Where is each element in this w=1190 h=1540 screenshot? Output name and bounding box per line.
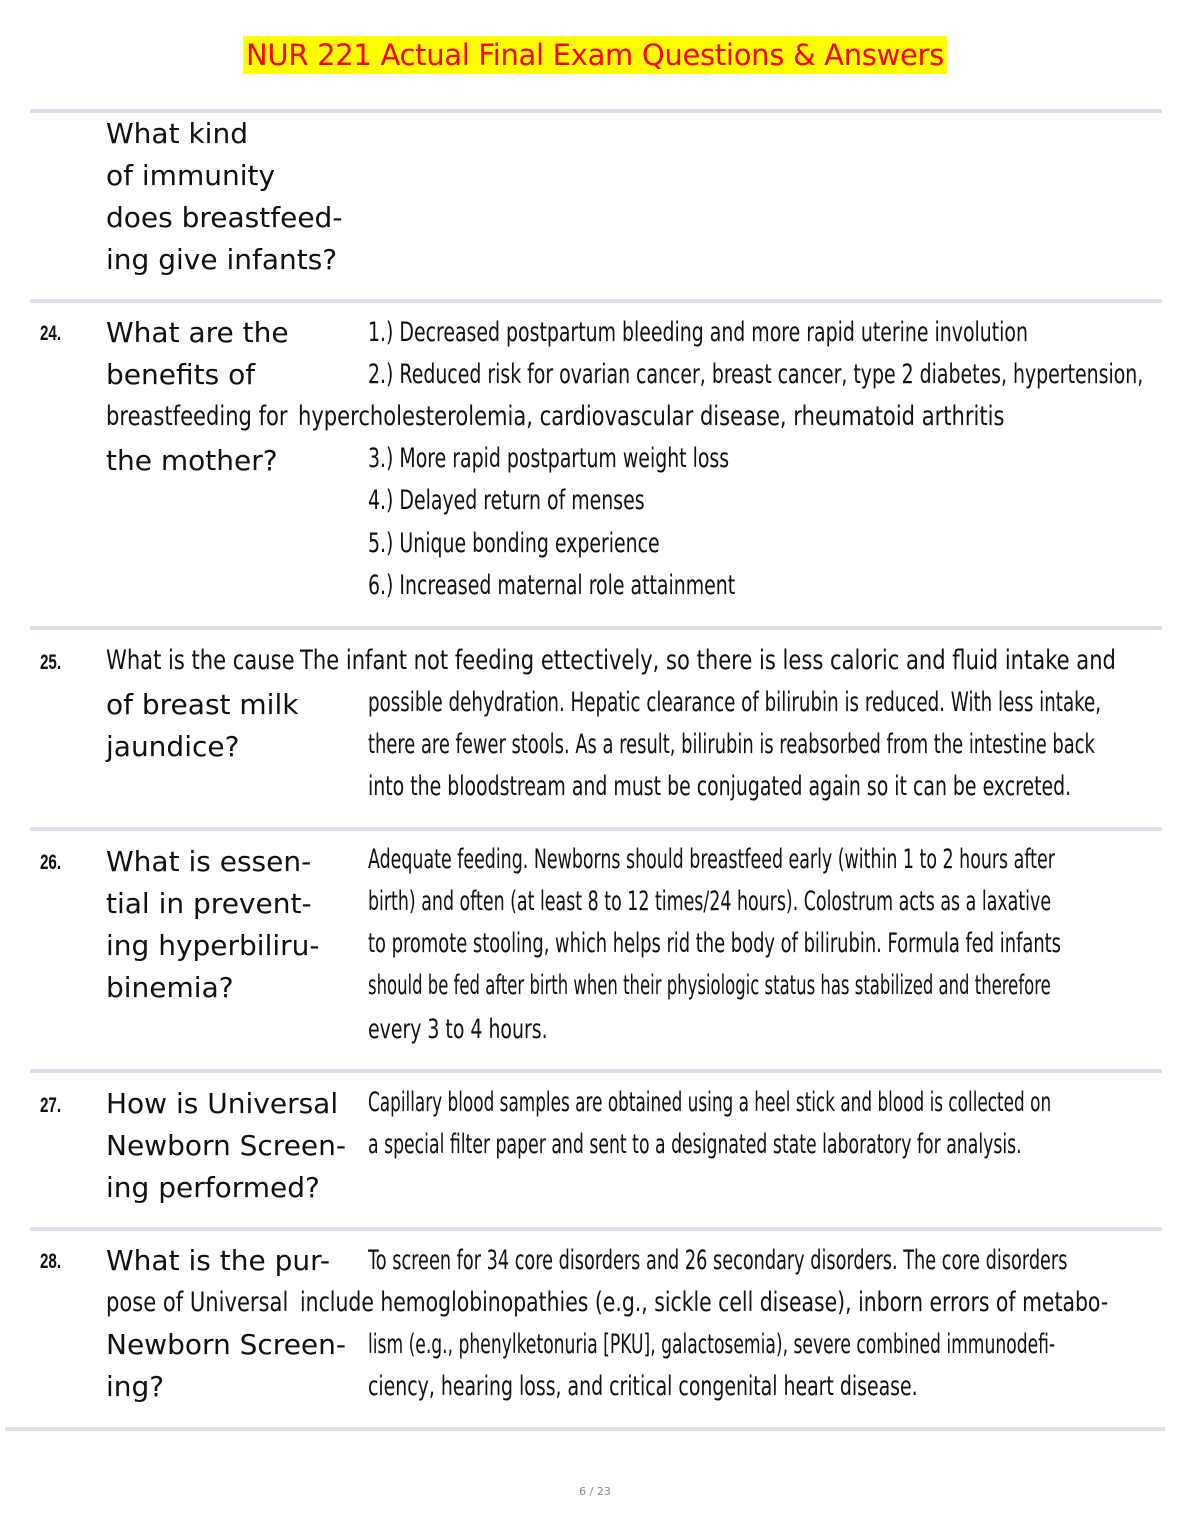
page-number: 6 / 23 [579,1485,611,1498]
answer-line: hypercholesterolemia, cardiovascular disease, rheumatoid arthritis [298,401,1005,432]
question-line: pose of Universal [106,1287,289,1318]
question-line: the mother? [106,444,278,477]
question-number: 24. [40,322,62,345]
answer-line: ciency, hearing loss, and critical congenital heart disease. [368,1371,918,1402]
divider [30,299,1162,303]
divider [30,1227,1162,1231]
answer-line: 6.) Increased maternal role attainment [368,570,736,601]
question-line: What is the cause [106,645,295,676]
question-line: What kind [106,117,248,150]
question-number: 25. [40,651,62,674]
question-line: breastfeeding for [106,401,288,432]
question-line: of immunity [106,159,276,192]
question-line: ing give infants? [106,243,338,276]
answer-line: lism (e.g., phenylketonuria [PKU], galactosemia), severe combined immunodefi- [368,1329,1056,1360]
question-line: Newborn Screen- [106,1129,347,1162]
question-line: of breast milk [106,688,299,721]
answer-line: 4.) Delayed return of menses [368,485,645,516]
question-line: benefits of [106,358,256,391]
answer-line: into the bloodstream and must be conjugated again so it can be excreted. [368,771,1072,802]
page-title-wrap [0,36,1190,74]
answer-line: every 3 to 4 hours. [368,1014,548,1045]
question-line: ing performed? [106,1171,320,1204]
question-number: 28. [40,1250,62,1273]
answer-line: include hemoglobinopathies (e.g., sickle cell disease), inborn errors of metabo- [300,1287,1109,1318]
page-title: NUR 221 Actual Final Exam Questions & Answers [243,36,947,74]
question-line: ing? [106,1370,165,1403]
answer-line: Capillary blood samples are obtained using a heel stick and blood is collected on [368,1087,1052,1118]
question-number: 26. [40,851,62,874]
answer-line: To screen for 34 core disorders and 26 secondary disorders. The core disorders [368,1245,1068,1276]
divider [30,626,1162,630]
question-line: What is the pur- [106,1244,330,1277]
question-line: How is Universal [106,1087,339,1120]
answer-line: a special filter paper and sent to a designated state laboratory for analysis. [368,1129,1022,1160]
answer-line: there are fewer stools. As a result, bilirubin is reabsorbed from the intestine back [368,729,1095,760]
question-line: binemia? [106,971,234,1004]
answer-line: to promote stooling, which helps rid the body of bilirubin. Formula fed infants [368,928,1061,959]
divider [30,827,1162,831]
question-line: does breastfeed- [106,201,343,234]
answer-line: 5.) Unique bonding experience [368,528,660,559]
answer-line: 3.) More rapid postpartum weight loss [368,443,730,474]
answer-line: birth) and often (at least 8 to 12 times/24 hours). Colostrum acts as a laxative [368,886,1052,917]
divider [5,1427,1165,1431]
answer-line: 1.) Decreased postpartum bleeding and more rapid uterine involution [368,317,1028,348]
answer-line: 2.) Reduced risk for ovarian cancer, breast cancer, type 2 diabetes, hypertension, [368,359,1144,390]
answer-line: possible dehydration. Hepatic clearance of bilirubin is reduced. With less intake, [368,687,1102,718]
question-line: tial in prevent- [106,887,312,920]
question-number: 27. [40,1094,62,1117]
answer-line: Adequate feeding. Newborns should breastfeed early (within 1 to 2 hours after [368,844,1055,875]
question-line: jaundice? [106,730,240,763]
divider [30,1069,1162,1073]
answer-line: should be fed after birth when their physiologic status has stabilized and therefore [368,970,1051,1001]
question-line: What are the [106,316,289,349]
question-line: ing hyperbiliru- [106,929,320,962]
question-line: Newborn Screen- [106,1328,347,1361]
answer-line: The infant not feeding ettectively, so there is less caloric and fluid intake and [300,645,1116,676]
question-line: What is essen- [106,845,312,878]
